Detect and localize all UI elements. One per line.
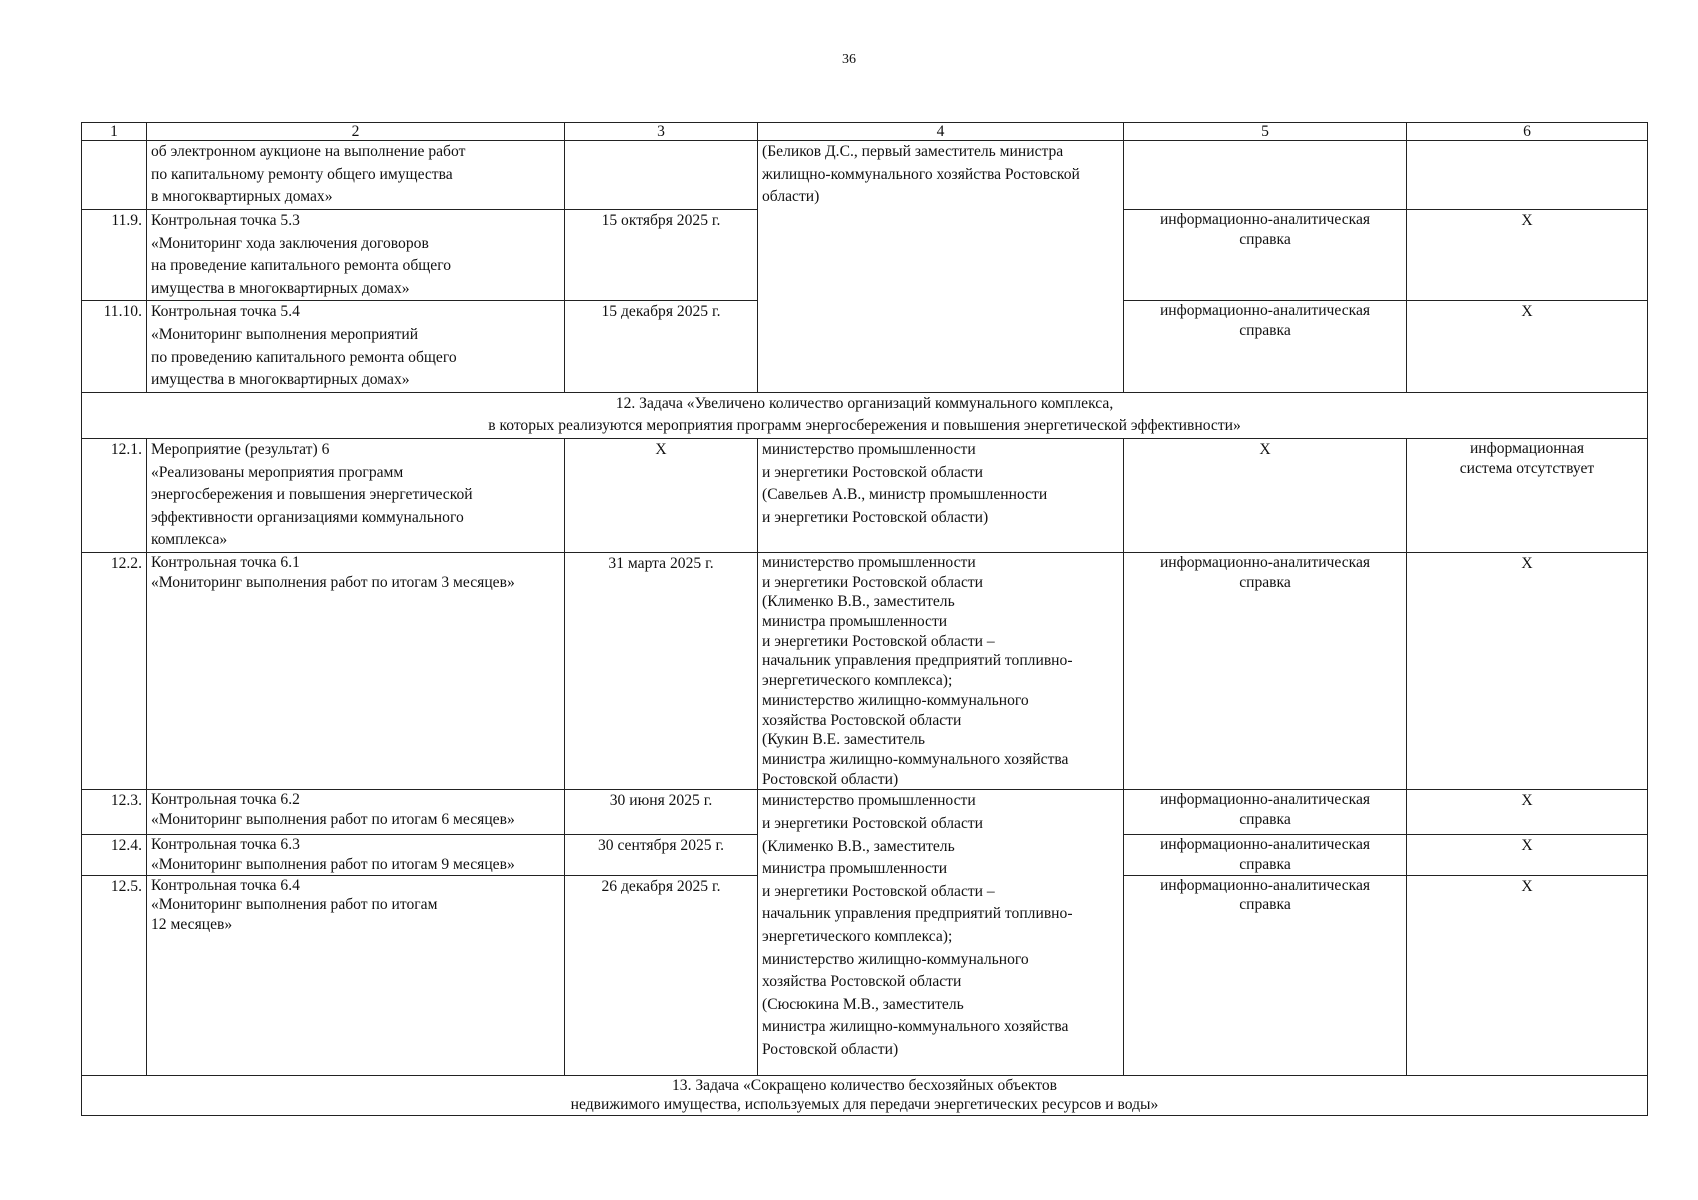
task-heading bbox=[82, 1075, 1648, 1115]
row-name-line: «Мониторинг выполнения работ по итогам bbox=[151, 896, 438, 914]
row-date: 26 декабря 2025 г. bbox=[565, 875, 758, 1075]
row-number: 11.9. bbox=[82, 210, 147, 301]
table-row bbox=[82, 438, 1648, 552]
row-number: 12.5. bbox=[82, 875, 147, 1075]
row-responsible bbox=[758, 438, 1124, 552]
row-number: 12.1. bbox=[82, 438, 147, 552]
row-system: Х bbox=[1407, 301, 1648, 392]
plan-table bbox=[81, 122, 1648, 1116]
responsible-line: области) bbox=[762, 188, 820, 206]
responsible-line: (Клименко В.В., заместитель bbox=[762, 837, 955, 855]
row-name-line: «Мониторинг выполнения работ по итогам 3 месяцев» bbox=[151, 573, 515, 591]
responsible-line: (Савельев А.В., министр промышленности bbox=[762, 486, 1048, 504]
responsible-line: и энергетики Ростовской области bbox=[762, 814, 984, 832]
row-name-line: имущества в многоквартирных домах» bbox=[151, 371, 410, 389]
row-document: Х bbox=[1124, 438, 1407, 552]
row-name-line: Контрольная точка 5.4 bbox=[151, 303, 300, 321]
responsible-line: (Беликов Д.С., первый заместитель министра bbox=[762, 143, 1064, 160]
document-line: информационно-аналитическая bbox=[1159, 836, 1371, 854]
row-number: 12.2. bbox=[82, 552, 147, 789]
document-line: справка bbox=[1239, 856, 1291, 874]
row-system: Х bbox=[1407, 210, 1648, 301]
task-row bbox=[82, 392, 1648, 438]
row-name-line: в многоквартирных домах» bbox=[151, 188, 333, 206]
task-heading-line: 12. Задача «Увеличено количество организаций коммунального комплекса, bbox=[615, 394, 1114, 412]
row-system: Х bbox=[1407, 790, 1648, 835]
row-name-line: Контрольная точка 6.4 bbox=[151, 876, 300, 894]
row-date: 30 сентября 2025 г. bbox=[565, 835, 758, 875]
row-responsible bbox=[758, 552, 1124, 789]
row-date: 15 декабря 2025 г. bbox=[565, 301, 758, 392]
document-line: информационно-аналитическая bbox=[1159, 791, 1371, 809]
column-number-2: 2 bbox=[147, 123, 565, 141]
row-name-line: Контрольная точка 6.2 bbox=[151, 791, 300, 809]
task-heading bbox=[82, 392, 1648, 438]
column-number-4: 4 bbox=[758, 123, 1124, 141]
responsible-line: министерство промышленности bbox=[762, 792, 976, 810]
column-number-3: 3 bbox=[565, 123, 758, 141]
responsible-line: хозяйства Ростовской области bbox=[762, 711, 962, 729]
row-system: Х bbox=[1407, 875, 1648, 1075]
row-name-line: «Реализованы мероприятия программ bbox=[151, 463, 404, 481]
row-name-line: имущества в многоквартирных домах» bbox=[151, 279, 410, 297]
row-document bbox=[1124, 790, 1407, 835]
row-document bbox=[1124, 875, 1407, 1075]
row-name-line: Мероприятие (результат) 6 bbox=[151, 440, 330, 458]
column-number-6: 6 bbox=[1407, 123, 1648, 141]
row-date bbox=[565, 141, 758, 210]
row-document bbox=[1124, 301, 1407, 392]
responsible-line: министра промышленности bbox=[762, 860, 948, 878]
row-system: Х bbox=[1407, 552, 1648, 789]
system-line: система отсутствует bbox=[1459, 459, 1595, 477]
responsible-line: энергетического комплекса); bbox=[762, 672, 953, 690]
row-name bbox=[147, 438, 565, 552]
task-heading-line: недвижимого имущества, используемых для передачи энергетических ресурсов и воды» bbox=[570, 1096, 1159, 1114]
row-number: 12.3. bbox=[82, 790, 147, 835]
responsible-line: Ростовской области) bbox=[762, 770, 899, 788]
row-system bbox=[1407, 141, 1648, 210]
row-name bbox=[147, 835, 565, 875]
responsible-line: и энергетики Ростовской области – bbox=[762, 632, 995, 650]
row-document bbox=[1124, 835, 1407, 875]
row-name-line: об электронном аукционе на выполнение работ bbox=[151, 143, 466, 160]
responsible-line: жилищно-коммунального хозяйства Ростовской bbox=[762, 165, 1080, 183]
responsible-line: министерство промышленности bbox=[762, 440, 976, 458]
row-system: Х bbox=[1407, 835, 1648, 875]
row-name bbox=[147, 141, 565, 210]
document-line: информационно-аналитическая bbox=[1159, 553, 1371, 571]
row-number: 11.10. bbox=[82, 301, 147, 392]
responsible-line: и энергетики Ростовской области bbox=[762, 573, 984, 591]
document-line: справка bbox=[1239, 322, 1291, 340]
row-name-line: Контрольная точка 6.1 bbox=[151, 553, 300, 571]
row-number: 12.4. bbox=[82, 835, 147, 875]
task-heading-line: 13. Задача «Сокращено количество бесхозяйных объектов bbox=[671, 1076, 1058, 1094]
row-document bbox=[1124, 141, 1407, 210]
system-line: информационная bbox=[1469, 439, 1585, 457]
row-name-line: энергосбережения и повышения энергетической bbox=[151, 486, 473, 504]
row-name-line: 12 месяцев» bbox=[151, 916, 233, 934]
responsible-line: начальник управления предприятий топливно- bbox=[762, 652, 1073, 670]
column-number-1: 1 bbox=[82, 123, 147, 141]
row-date: Х bbox=[565, 438, 758, 552]
row-name-line: по капитальному ремонту общего имущества bbox=[151, 165, 453, 183]
responsible-line: (Клименко В.В., заместитель bbox=[762, 593, 955, 611]
document-line: информационно-аналитическая bbox=[1159, 211, 1371, 228]
responsible-line: и энергетики Ростовской области bbox=[762, 463, 984, 481]
row-name bbox=[147, 790, 565, 835]
row-name bbox=[147, 210, 565, 301]
responsible-line: Ростовской области) bbox=[762, 1040, 899, 1058]
row-system bbox=[1407, 438, 1648, 552]
row-name-line: по проведению капитального ремонта общего bbox=[151, 348, 457, 366]
row-date: 30 июня 2025 г. bbox=[565, 790, 758, 835]
document-line: информационно-аналитическая bbox=[1159, 876, 1371, 894]
table-header-row bbox=[82, 123, 1648, 141]
row-name bbox=[147, 875, 565, 1075]
responsible-line: министерство промышленности bbox=[762, 553, 976, 571]
task-row bbox=[82, 1075, 1648, 1115]
row-document bbox=[1124, 552, 1407, 789]
responsible-line: и энергетики Ростовской области – bbox=[762, 882, 995, 900]
row-name bbox=[147, 552, 565, 789]
row-document bbox=[1124, 210, 1407, 301]
row-name-line: на проведение капитального ремонта общего bbox=[151, 257, 452, 275]
document-line: справка bbox=[1239, 811, 1291, 829]
row-number bbox=[82, 141, 147, 210]
task-heading-line: в которых реализуются мероприятия программ энергосбережения и повышения энергетической эффективности» bbox=[488, 417, 1241, 435]
row-responsible bbox=[758, 141, 1124, 393]
responsible-line: (Сюсюкина М.В., заместитель bbox=[762, 995, 964, 1013]
responsible-line: начальник управления предприятий топливно- bbox=[762, 905, 1073, 923]
row-name-line: «Мониторинг выполнения работ по итогам 9 месяцев» bbox=[151, 856, 515, 874]
document-line: справка bbox=[1239, 230, 1291, 248]
row-date: 15 октября 2025 г. bbox=[565, 210, 758, 301]
row-date: 31 марта 2025 г. bbox=[565, 552, 758, 789]
row-name-line: «Мониторинг хода заключения договоров bbox=[151, 234, 429, 252]
responsible-line: министерство жилищно-коммунального bbox=[762, 691, 1029, 709]
column-number-5: 5 bbox=[1124, 123, 1407, 141]
responsible-line: министра жилищно-коммунального хозяйства bbox=[762, 750, 1069, 768]
document-line: справка bbox=[1239, 896, 1291, 914]
responsible-line: министра промышленности bbox=[762, 613, 948, 631]
row-name bbox=[147, 301, 565, 392]
table-row bbox=[82, 790, 1648, 835]
row-name-line: Контрольная точка 6.3 bbox=[151, 836, 300, 854]
row-responsible bbox=[758, 790, 1124, 1075]
responsible-line: хозяйства Ростовской области bbox=[762, 973, 962, 991]
row-name-line: эффективности организациями коммунального bbox=[151, 508, 464, 526]
row-name-line: комплекса» bbox=[151, 531, 228, 549]
row-name-line: «Мониторинг выполнения мероприятий bbox=[151, 325, 419, 343]
page-number: 36 bbox=[842, 52, 856, 67]
responsible-line: министра жилищно-коммунального хозяйства bbox=[762, 1018, 1069, 1036]
responsible-line: и энергетики Ростовской области) bbox=[762, 508, 989, 526]
row-name-line: «Мониторинг выполнения работ по итогам 6 месяцев» bbox=[151, 811, 515, 829]
row-name-line: Контрольная точка 5.3 bbox=[151, 212, 300, 229]
document-line: информационно-аналитическая bbox=[1159, 302, 1371, 320]
table-row bbox=[82, 141, 1648, 210]
responsible-line: (Кукин В.Е. заместитель bbox=[762, 731, 925, 749]
table-row bbox=[82, 552, 1648, 789]
document-line: справка bbox=[1239, 573, 1291, 591]
responsible-line: министерство жилищно-коммунального bbox=[762, 950, 1029, 968]
responsible-line: энергетического комплекса); bbox=[762, 927, 953, 945]
